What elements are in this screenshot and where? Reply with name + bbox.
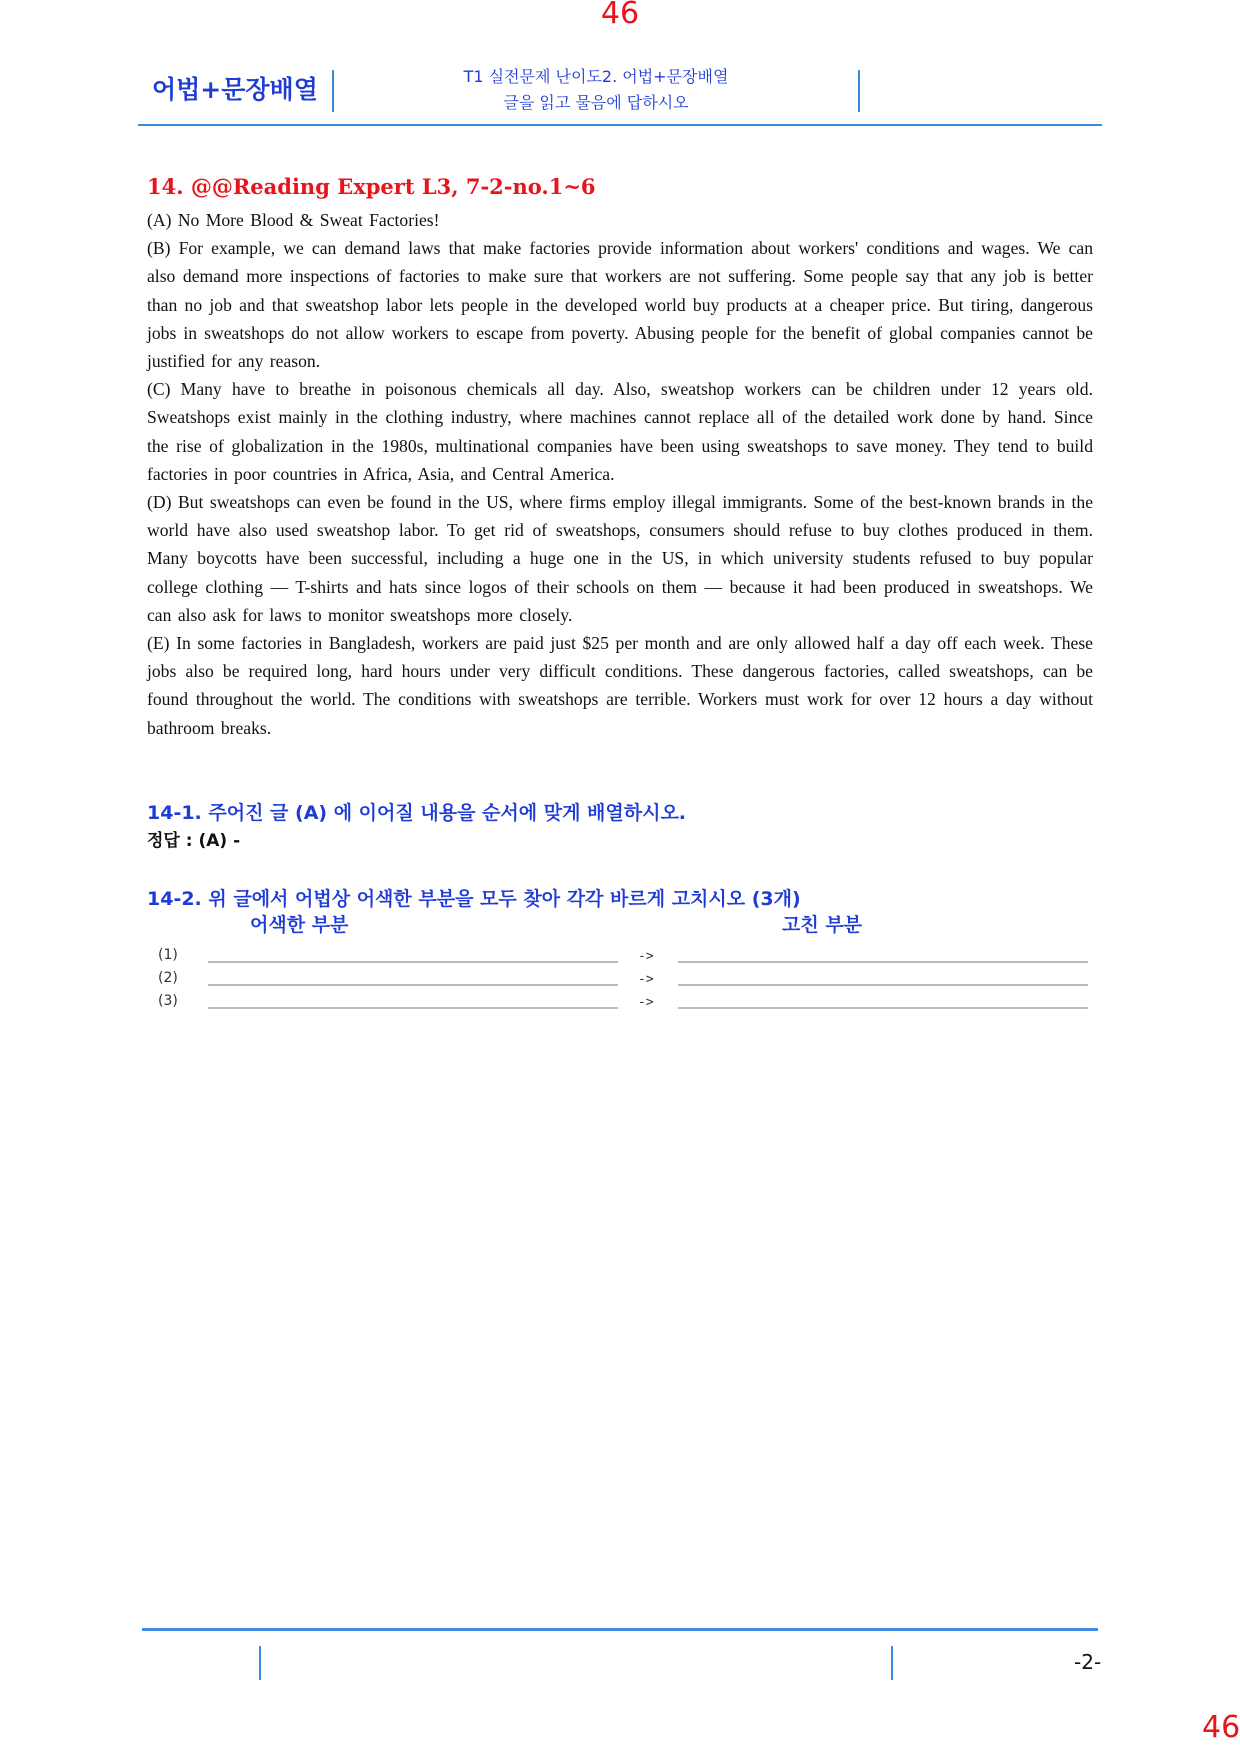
row-number: (2) [158,970,178,986]
row-number: (1) [158,947,178,963]
header-section-title: 어법+문장배열 [152,75,318,104]
reading-passage [147,206,1093,742]
arrow: -> [638,949,654,964]
paragraph-d: (D) But sweatshops can even be found in the US, where firms employ illegal immigrants. Some of the best-known brands in the world have also used sweatshop labor. To get rid of sweatshops, consumers should refuse to buy clothes produced in them. Many boycotts have been successful, including a huge one in the US, in which university students refused to buy popular college clothing — T-shirts and hats since logos of their schools on them — because it had been produced in sweatshops. We can also ask for laws to monitor sweatshops more closely. [147,492,1093,625]
subquestion-1-prompt: 14-1. 주어진 글 (A) 에 이어질 내용을 순서에 맞게 배열하시오. [147,802,687,824]
correction-row [158,947,1088,969]
paragraph-a: (A) No More Blood & Sweat Factories! [147,210,440,230]
footer-rule [142,1628,1098,1631]
row-number: (3) [158,993,178,1009]
header-divider [858,70,860,112]
paragraph-e: (E) In some factories in Bangladesh, workers are paid just $25 per month and are only allowed half a day off each week. These jobs also be required long, hard hours under very difficult conditions. These dangerous factories, called sweatshops, can be found throughout the world. The conditions with sweatshops are terrible. Workers must work for over 12 hours a day without bathroom breaks. [147,633,1093,738]
wrong-part-blank[interactable] [208,1007,618,1009]
top-page-number: 46 [600,0,640,31]
header-instruction-line1: T1 실전문제 난이도2. 어법+문장배열 [463,67,729,86]
page-header [138,62,1102,126]
paragraph-c: (C) Many have to breathe in poisonous chemicals all day. Also, sweatshop workers can be children under 12 years old. Sweatshops exist mainly in the clothing industry, where machines cannot replace all of the detailed work done by hand. Since the rise of globalization in the 1980s, multinational companies have been using sweatshops to save money. They tend to build factories in poor countries in Africa, Asia, and Central America. [147,379,1093,484]
fixed-part-blank[interactable] [678,961,1088,963]
wrong-part-blank[interactable] [208,961,618,963]
header-instruction-line2: 글을 읽고 물음에 답하시오 [503,93,689,112]
footer-page-number: -2- [1074,1650,1102,1674]
arrow: -> [638,972,654,987]
corner-page-number: 46 [1202,1710,1240,1745]
subquestion-2-prompt: 14-2. 위 글에서 어법상 어색한 부분을 모두 찾아 각각 바르게 고치시오 (3개) [147,888,801,910]
answer-label: 정답 : (A) - [147,831,241,851]
fixed-part-blank[interactable] [678,984,1088,986]
header-instructions [334,64,858,116]
column-header-fixed: 고친 부분 [782,914,863,936]
correction-row [158,970,1088,992]
wrong-part-blank[interactable] [208,984,618,986]
correction-row [158,993,1088,1015]
column-header-wrong: 어색한 부분 [250,914,349,936]
question-title: 14. @@Reading Expert L3, 7-2-no.1~6 [147,174,596,199]
fixed-part-blank[interactable] [678,1007,1088,1009]
paragraph-b: (B) For example, we can demand laws that make factories provide information about workers' conditions and wages. We can also demand more inspections of factories to make sure that workers are not suffering. Some people say that any job is better than no job and that sweatshop labor lets people in the developed world buy products at a cheaper price. But tiring, dangerous jobs in sweatshops do not allow workers to escape from poverty. Abusing people for the benefit of global companies cannot be justified for any reason. [147,238,1093,372]
arrow: -> [638,995,654,1010]
footer-divider [891,1646,893,1680]
footer-divider [259,1646,261,1680]
